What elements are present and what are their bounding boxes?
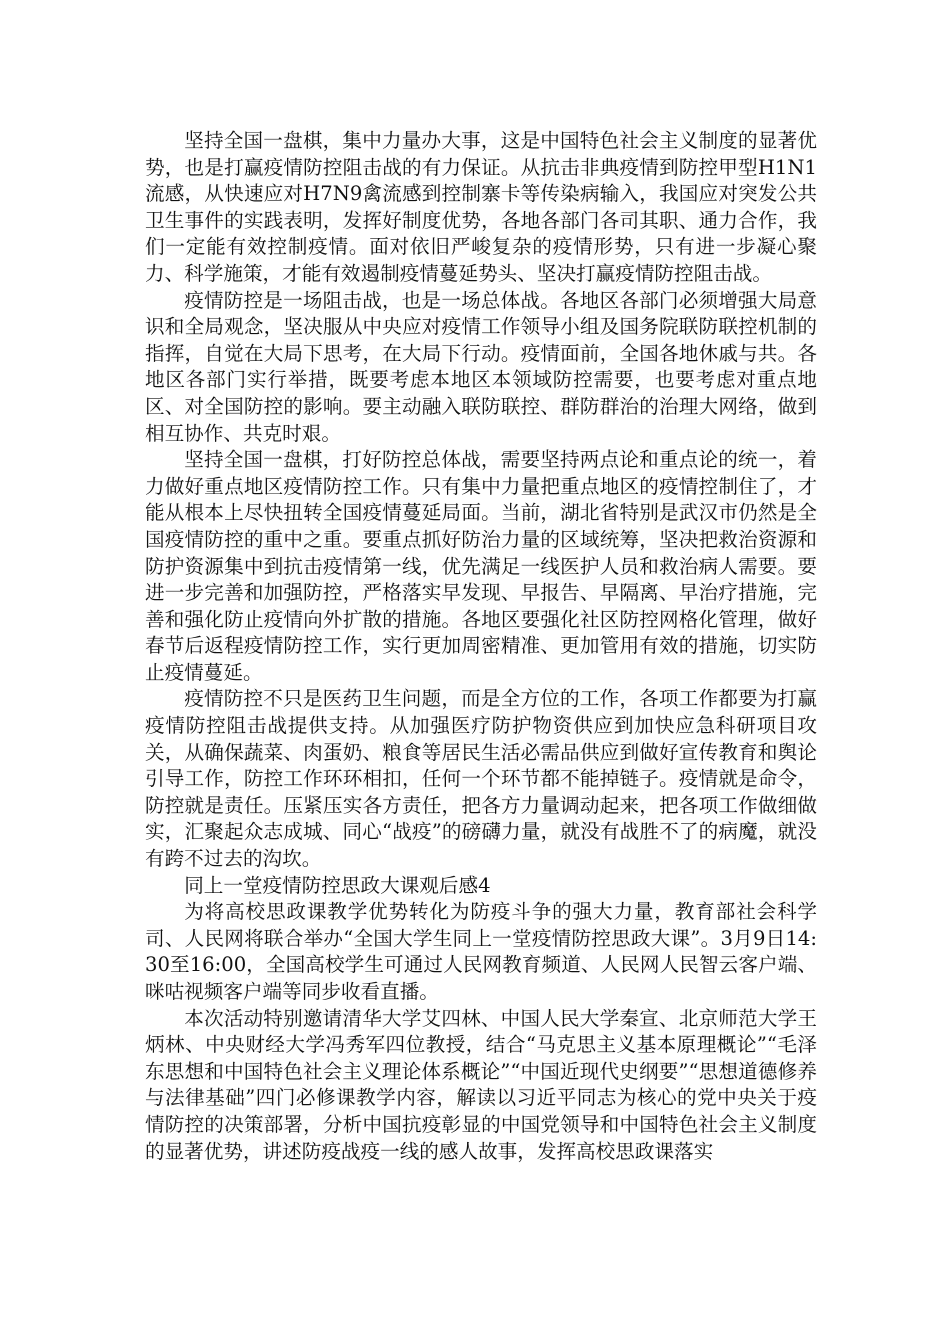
paragraph-5: 为将高校思政课教学优势转化为防疫斗争的强大力量，教育部社会科学司、人民网将联合举办“全国大学生同上一堂疫情防控思政大课”。3月9日14:30至16:00，全国高校学生可通过人民网教育频道、人民网人民智云客户端、咪咕视频客户端等同步收看直播。: [145, 900, 817, 1003]
paragraph-4: 疫情防控不只是医药卫生问题，而是全方位的工作，各项工作都要为打赢疫情防控阻击战提供支持。从加强医疗防护物资供应到加快应急科研项目攻关，从确保蔬菜、肉蛋奶、粮食等居民生活必需品供应到做好宣传教育和舆论引导工作，防控工作环环相扣，任何一个环节都不能掉链子。疫情就是命令，防控就是责任。压紧压实各方责任，把各方力量调动起来，把各项工作做细做实，汇聚起众志成城、同心“战疫”的磅礴力量，就没有战胜不了的病魔，就没有跨不过去的沟坎。: [145, 687, 817, 871]
section-heading: 同上一堂疫情防控思政大课观后感4: [184, 873, 491, 897]
paragraph-3: 坚持全国一盘棋，打好防控总体战，需要坚持两点论和重点论的统一，着力做好重点地区疫情防控工作。只有集中力量把重点地区的疫情控制住了，才能从根本上尽快扭转全国疫情蔓延局面。当前，湖北省特别是武汉市仍然是全国疫情防控的重中之重。要重点抓好防治力量的区域统筹，坚决把救治资源和防护资源集中到抗击疫情第一线，优先满足一线医护人员和救治病人需要。要进一步完善和加强防控，严格落实早发现、早报告、早隔离、早治疗措施，完善和强化防止疫情向外扩散的措施。各地区要强化社区防控网格化管理，做好春节后返程疫情防控工作，实行更加周密精准、更加管用有效的措施，切实防止疫情蔓延。: [145, 448, 817, 684]
paragraph-1: 坚持全国一盘棋，集中力量办大事，这是中国特色社会主义制度的显著优势，也是打赢疫情防控阻击战的有力保证。从抗击非典疫情到防控甲型H1N1流感，从快速应对H7N9禽流感到控制寨卡等传染病输入，我国应对突发公共卫生事件的实践表明，发挥好制度优势，各地各部门各司其职、通力合作，我们一定能有效控制疫情。面对依旧严峻复杂的疫情形势，只有进一步凝心聚力、科学施策，才能有效遏制疫情蔓延势头、坚决打赢疫情防控阻击战。: [145, 129, 817, 285]
paragraph-2: 疫情防控是一场阻击战，也是一场总体战。各地区各部门必须增强大局意识和全局观念，坚决服从中央应对疫情工作领导小组及国务院联防联控机制的指挥，自觉在大局下思考，在大局下行动。疫情面前，全国各地休戚与共。各地区各部门实行举措，既要考虑本地区本领域防控需要，也要考虑对重点地区、对全国防控的影响。要主动融入联防联控、群防群治的治理大网络，做到相互协作、共克时艰。: [145, 288, 817, 445]
paragraph-6: 本次活动特别邀请清华大学艾四林、中国人民大学秦宣、北京师范大学王炳林、中央财经大学冯秀军四位教授，结合“马克思主义基本原理概论”“毛泽东思想和中国特色社会主义理论体系概论”“中国近现代史纲要”“思想道德修养与法律基础”四门必修课教学内容，解读以习近平同志为核心的党中央关于疫情防控的决策部署，分析中国抗疫彰显的中国党领导和中国特色社会主义制度的显著优势，讲述防疫战疫一线的感人故事，发挥高校思政课落实: [145, 1006, 817, 1163]
document-body: [145, 128, 817, 1165]
